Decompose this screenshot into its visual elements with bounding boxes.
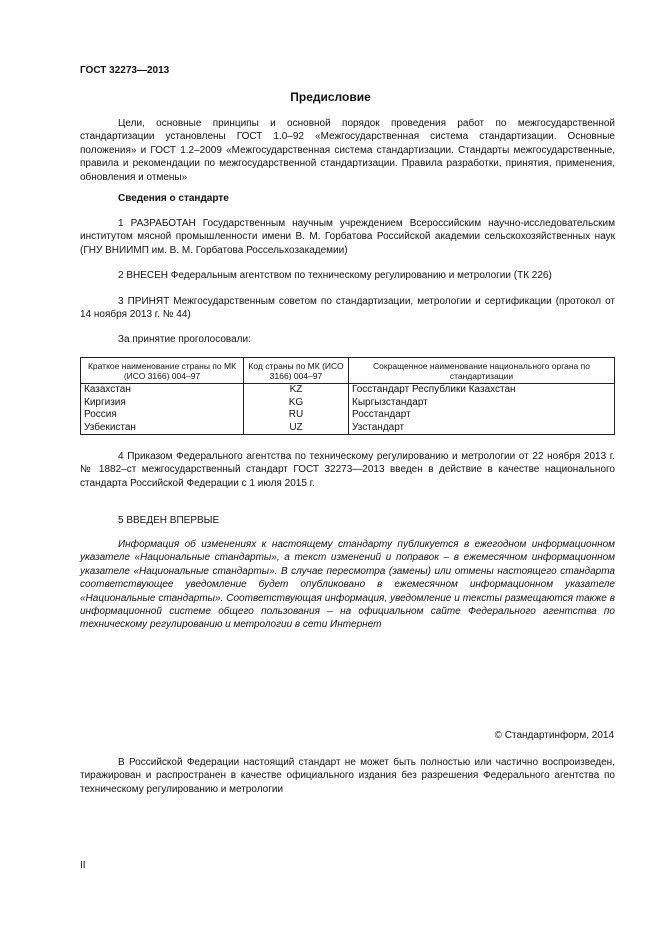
changes-notice: Информация об изменениях к настоящему стандарту публикуется в ежегодном информационном указателе «Национальные стандарты», а текст изменений и поправок – в ежемесячном информационном указателе «Национальные стандарты». В случае пересмотра (замены) или отмены настоящего стандарта соответствующее уведомление будет опубликовано в ежемесячном информационном указателе «Национальные стандарты». Соответствующая информация, уведомление и тексты размещаются также в информационной системе общего пользования – на официальном сайте Федерального агентства по техническому регулированию и метрологии в сети Интернет — [80, 539, 615, 631]
column-header-body: Сокращенное наименование национального органа по стандартизации — [349, 358, 615, 384]
body-cell: Кыргызстандарт — [349, 397, 615, 410]
code-cell: UZ — [244, 422, 349, 435]
item-2-submitted: 2 ВНЕСЕН Федеральным агентством по техническому регулированию и метрологии (ТК 226) — [118, 270, 552, 281]
body-cell: Росстандарт — [349, 409, 615, 422]
country-cell: Россия — [81, 409, 244, 422]
item-3-adopted: 3 ПРИНЯТ Межгосударственным советом по стандартизации, метрологии и сертификации (протокол от 14 ноября 2013 г. № 44) — [80, 296, 615, 321]
table-row — [81, 422, 615, 435]
table-row — [81, 409, 615, 422]
table-header-row — [81, 358, 615, 384]
standard-id-header: ГОСТ 32273—2013 — [80, 65, 170, 76]
info-heading: Сведения о стандарте — [118, 193, 229, 204]
code-cell: RU — [244, 409, 349, 422]
country-cell: Узбекистан — [81, 422, 244, 435]
column-header-country: Краткое наименование страны по МК (ИСО 3166) 004–97 — [81, 358, 244, 384]
table-row — [81, 384, 615, 397]
legal-notice: В Российской Федерации настоящий стандарт не может быть полностью или частично воспроизведен, тиражирован и распространен в качестве официального издания без разрешения Федерального агентства по техническому регулированию и метрологии — [80, 757, 615, 795]
page-number: II — [80, 860, 86, 871]
item-5-introduced: 5 ВВЕДЕН ВПЕРВЫЕ — [118, 515, 220, 526]
intro-paragraph: Цели, основные принципы и основной порядок проведения работ по межгосударственной стандартизации установлены ГОСТ 1.0–92 «Межгосударственная система стандартизации. Основные положения» и ГОСТ 1.2–2009 «Межгосударственная система стандартизации. Стандарты межгосударственные, правила и рекомендации по межгосударственной стандартизации. Правила разработки, принятия, применения, обновления и отмены» — [80, 118, 615, 183]
voting-countries-table — [80, 357, 615, 435]
body-cell: Узстандарт — [349, 422, 615, 435]
table-row — [81, 397, 615, 410]
body-cell: Госстандарт Республики Казахстан — [349, 384, 615, 397]
item-4-order: 4 Приказом Федерального агентства по техническому регулированию и метрологии от 22 ноября 2013 г. № 1882–ст межгосударственный стандарт ГОСТ 32273—2013 введен в действие в качестве национального стандарта Российской Федерации с 1 июля 2015 г. — [80, 451, 615, 489]
code-cell: KZ — [244, 384, 349, 397]
country-cell: Киргизия — [81, 397, 244, 410]
code-cell: KG — [244, 397, 349, 410]
column-header-code: Код страны по МК (ИСО 3166) 004–97 — [244, 358, 349, 384]
copyright-notice: © Стандартинформ, 2014 — [494, 730, 614, 741]
page-title: Предисловие — [290, 90, 371, 104]
voted-label: За принятие проголосовали: — [118, 334, 251, 345]
item-1-developed: 1 РАЗРАБОТАН Государственным научным учреждением Всероссийским научно-исследовательским институтом мясной промышленности имени В. М. Горбатова Российской академии сельскохозяйственных наук (ГНУ ВНИИМП им. В. М. Горбатова Россельхозакадемии) — [80, 218, 615, 256]
country-cell: Казахстан — [81, 384, 244, 397]
